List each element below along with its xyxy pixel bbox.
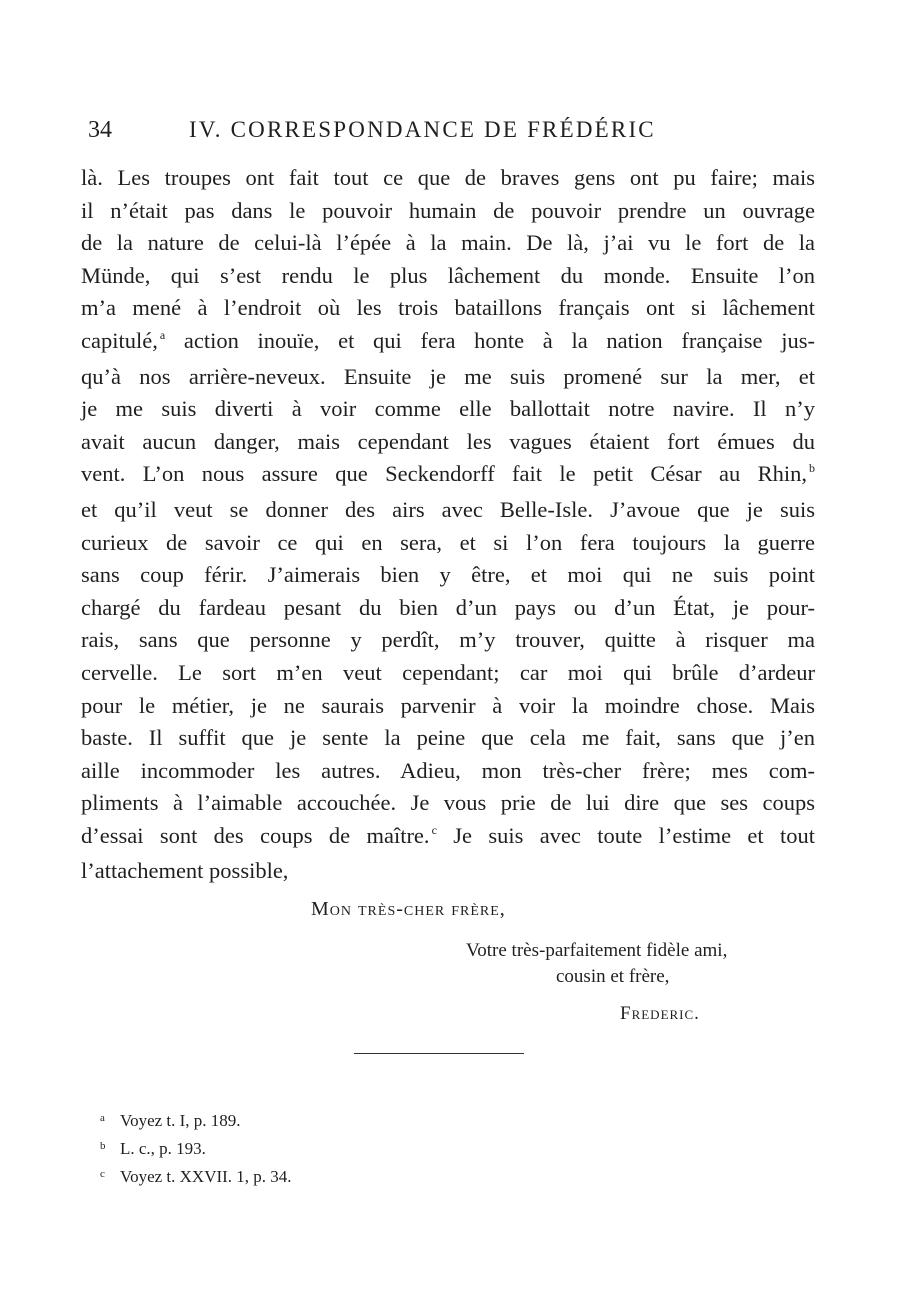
footnote [100,1164,292,1192]
running-header [88,113,728,149]
text-line: m’a mené à l’endroit où les trois bataillons français ont si lâchement [81,295,815,321]
text-line: curieux de savoir ce qui en sera, et si l’on fera toujours la guerre [81,529,815,555]
text-line: capitulé, $^a$ action inouïe, et qui fera honte à la nation française jus- [81,327,815,353]
signature: Frederic. [620,1003,700,1024]
text-line: Münde, qui s’est rendu le plus lâchement du monde. Ensuite l’on [81,262,815,288]
letter-body [81,162,815,888]
closing-line-1: Votre très-parfaitement fidèle ami, [466,940,728,961]
text-line: cervelle. Le sort m’en veut cependant; car moi qui brûle d’ardeur [81,659,815,685]
footnote-mark: b [100,1140,106,1152]
text-line: avait aucun danger, mais cependant les vagues étaient fort émues du [81,428,815,454]
text-line: chargé du fardeau pesant du bien d’un pays ou d’un État, je pour- [81,594,815,620]
footnote-divider [354,1053,524,1054]
footnote [100,1136,292,1164]
text-line: pour le métier, je ne saurais parvenir à voir la moindre chose. Mais [81,692,815,718]
text-line: je me suis diverti à voir comme elle ballottait notre navire. Il n’y [81,396,815,422]
text-line: il n’était pas dans le pouvoir humain de pouvoir prendre un ouvrage [81,197,815,223]
text-line: et qu’il veut se donner des airs avec Belle-Isle. J’avoue que je suis [81,496,815,522]
footnote-mark: a [100,1112,105,1124]
footnote [100,1108,292,1136]
text-line: rais, sans que personne y perdît, m’y trouver, quitte à risquer ma [81,627,815,653]
text-line: pliments à l’aimable accouchée. Je vous prie de lui dire que ses coups [81,790,815,816]
footnote-ref-c: c [431,822,437,837]
running-title: IV. CORRESPONDANCE DE FRÉDÉRIC [189,117,656,142]
text-line: aille incommoder les autres. Adieu, mon très-cher frère; mes com- [81,757,815,783]
text-line: vent. L’on nous assure que Seckendorff fait le petit César au Rhin, $^b$ [81,461,815,487]
footnote-text: L. c., p. 193. [120,1139,206,1158]
text-line: sans coup férir. J’aimerais bien y être, et moi qui ne suis point [81,562,815,588]
text-line: de la nature de celui-là l’épée à la main. De là, j’ai vu le fort de la [81,230,815,256]
closing-line-2: cousin et frère, [556,966,670,987]
footnote-mark: c [100,1168,105,1180]
footnote-ref-a: a [159,327,166,342]
page-number: 34 [88,117,112,143]
text-line: d’essai sont des coups de maître. $^c$ Je suis avec toute l’estime et tout [81,822,816,848]
text-line: qu’à nos arrière-neveux. Ensuite je me suis promené sur la mer, et [81,363,815,389]
footnote-ref-b: b [809,461,815,476]
text-line: l’attachement possible, [81,858,289,884]
footnote-text: Voyez t. XXVII. 1, p. 34. [120,1167,292,1186]
footnotes [100,1108,292,1192]
salutation: Mon très-cher frère, [311,898,506,920]
text-line: là. Les troupes ont fait tout ce que de braves gens ont pu faire; mais [81,165,815,190]
text-line: baste. Il suffit que je sente la peine que cela me fait, sans que j’en [81,725,815,751]
footnote-text: Voyez t. I, p. 189. [120,1111,241,1130]
